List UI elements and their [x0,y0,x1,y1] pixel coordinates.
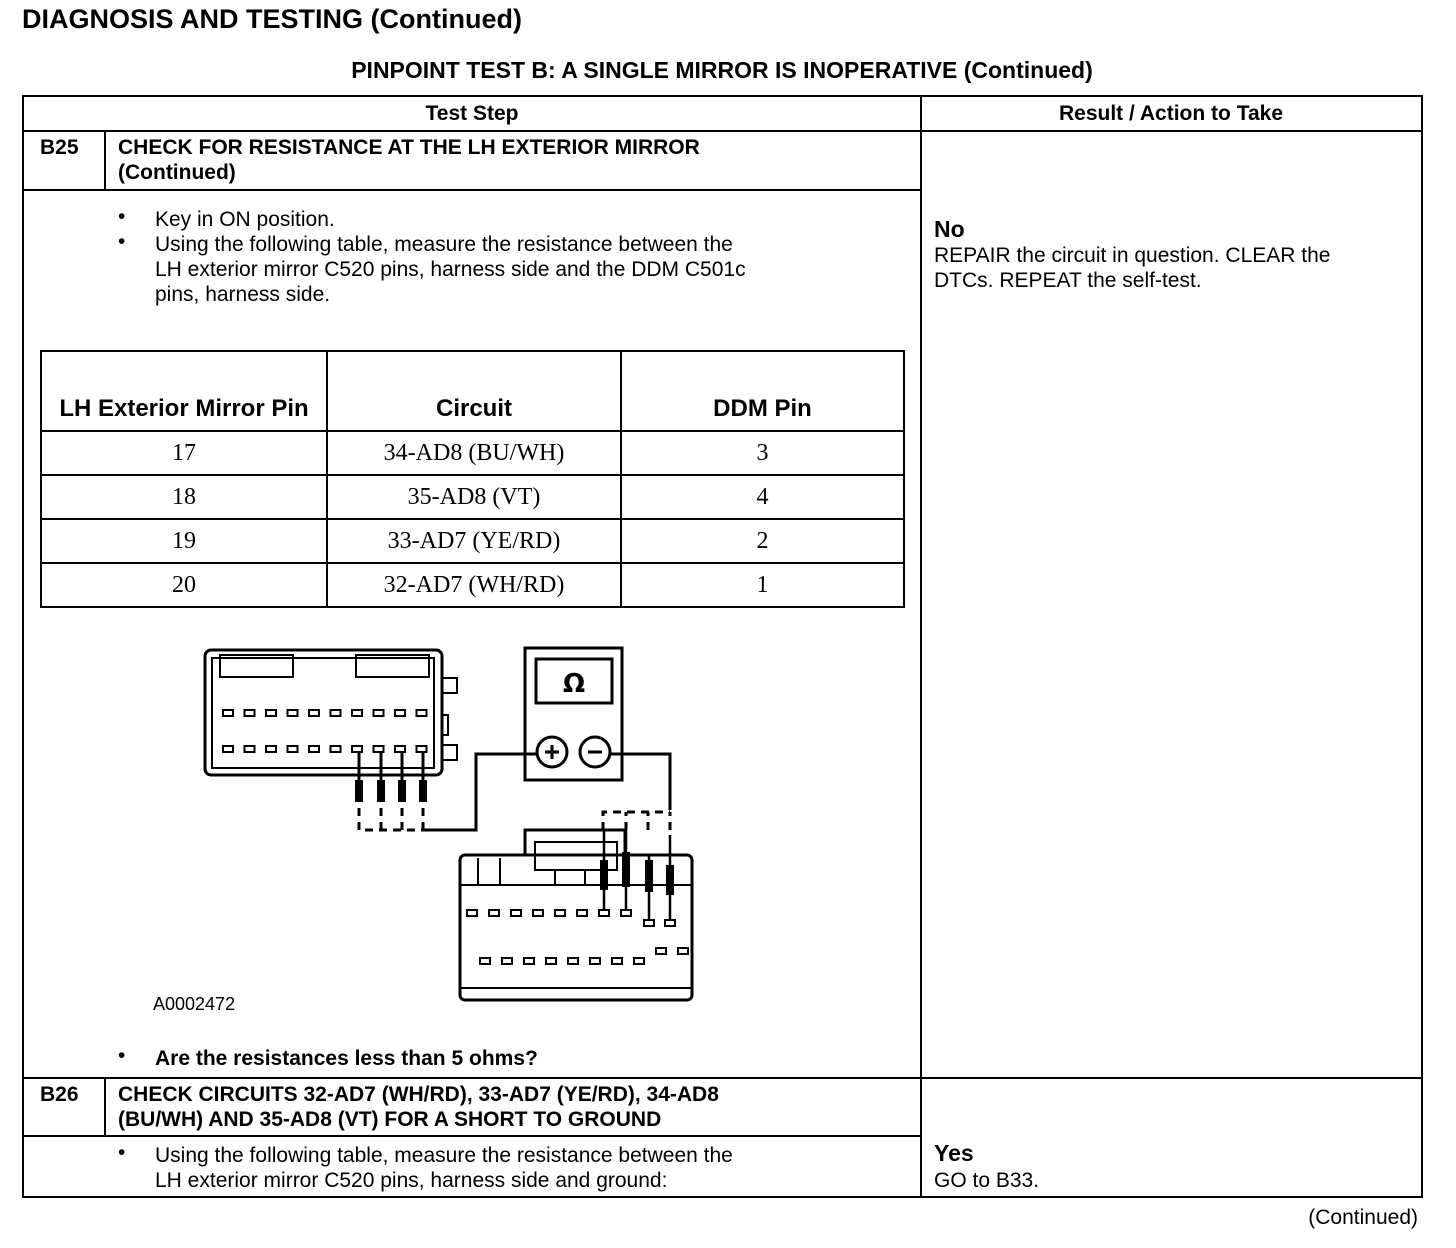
instruction: LH exterior mirror C520 pins, harness side and the DDM C501c [155,258,746,281]
pin-socket [568,958,578,964]
pin-socket [331,746,341,752]
bullet: • [118,1044,126,1067]
pin-socket [612,958,622,964]
pin-socket [546,958,556,964]
pin-table-header: Circuit [327,351,621,431]
cell: 18 [41,475,327,519]
instruction: Key in ON position. [155,208,335,231]
pin-socket [331,710,341,716]
column-divider [920,95,922,1198]
step-title: CHECK CIRCUITS 32-AD7 (WH/RD), 33-AD7 (YE/RD), 34-AD8 [118,1083,719,1106]
pin-socket [374,710,384,716]
pin-socket [533,910,543,916]
instruction: Using the following table, measure the resistance between the [155,1144,733,1167]
pin-socket [489,910,499,916]
instruction: Using the following table, measure the resistance between the [155,233,733,256]
mirror-connector [205,650,457,830]
bullet: • [118,205,126,228]
bullet: • [118,1141,126,1164]
figure-id: A0002472 [153,994,236,1014]
table-row [41,431,904,475]
question: Are the resistances less than 5 ohms? [155,1047,538,1070]
pin-table [40,350,905,608]
pin-socket [223,710,233,716]
result-yes-action: GO to B33. [934,1169,1040,1192]
step-title-divider [22,189,922,191]
pin-socket [309,746,319,752]
table-row [41,475,904,519]
cell: 17 [41,431,327,475]
step-title: CHECK FOR RESISTANCE AT THE LH EXTERIOR MIRROR [118,136,700,159]
pin-socket [590,958,600,964]
cell: 3 [621,431,904,475]
column-header-result: Result / Action to Take [1058,102,1284,125]
pin-socket [288,710,298,716]
pin-socket [524,958,534,964]
pin-socket [555,910,565,916]
pin-socket [395,746,405,752]
continued-note: (Continued) [1308,1206,1418,1229]
table-divider [22,1077,1423,1079]
ohm-symbol: Ω [562,669,586,699]
table-border [1421,95,1423,1198]
pin-socket [245,710,255,716]
cell: 32-AD7 (WH/RD) [327,563,621,607]
wiring-diagram [190,630,770,1020]
table-border [22,95,24,1198]
pin-socket [288,746,298,752]
table-row [41,519,904,563]
result-yes-label: Yes [934,1140,974,1166]
pin-socket [374,746,384,752]
pin-socket [309,710,319,716]
pin-socket [656,948,666,954]
column-header-test-step: Test Step [425,102,519,125]
instruction: pins, harness side. [155,283,331,306]
pin-table-header: LH Exterior Mirror Pin [41,351,327,431]
page-title: DIAGNOSIS AND TESTING (Continued) [22,4,522,34]
pin-socket [502,958,512,964]
pin-socket [644,920,654,926]
pin-socket [621,910,631,916]
step-title-continued: (Continued) [118,161,236,184]
pinpoint-test-title: PINPOINT TEST B: A SINGLE MIRROR IS INOPERATIVE (Continued) [351,57,1093,83]
ddm-connector [460,830,692,1000]
step-code: B26 [40,1083,79,1106]
bullet: • [118,230,126,253]
pin-socket [511,910,521,916]
result-no-action: REPAIR the circuit in question. CLEAR the [934,244,1331,267]
cell: 33-AD7 (YE/RD) [327,519,621,563]
pin-socket [352,710,362,716]
table-border [22,1196,1423,1198]
cell: 1 [621,563,904,607]
cell: 20 [41,563,327,607]
table-divider [22,130,1423,132]
pin-socket [245,746,255,752]
pin-socket [395,710,405,716]
result-no-label: No [934,216,965,242]
pin-socket [352,746,362,752]
table-row [41,563,904,607]
pin-socket [634,958,644,964]
step-code: B25 [40,136,79,159]
table-border [22,95,1423,97]
cell: 2 [621,519,904,563]
pin-socket [266,710,276,716]
pin-socket [417,746,427,752]
pin-socket [480,958,490,964]
instruction: LH exterior mirror C520 pins, harness side and ground: [155,1169,668,1192]
result-no-action: DTCs. REPEAT the self-test. [934,269,1202,292]
pin-socket [599,910,609,916]
pin-socket [678,948,688,954]
step-code-divider [104,131,106,190]
cell: 19 [41,519,327,563]
pin-socket [467,910,477,916]
cell: 4 [621,475,904,519]
step-code-divider [104,1078,106,1136]
ohmmeter [525,648,622,780]
cell: 34-AD8 (BU/WH) [327,431,621,475]
step-title-continued: (BU/WH) AND 35-AD8 (VT) FOR A SHORT TO GROUND [118,1108,662,1131]
pin-socket [223,746,233,752]
pin-socket [665,920,675,926]
pin-socket [577,910,587,916]
step-title-divider [22,1135,922,1137]
pin-table-header: DDM Pin [621,351,904,431]
cell: 35-AD8 (VT) [327,475,621,519]
pin-socket [266,746,276,752]
pin-socket [417,710,427,716]
